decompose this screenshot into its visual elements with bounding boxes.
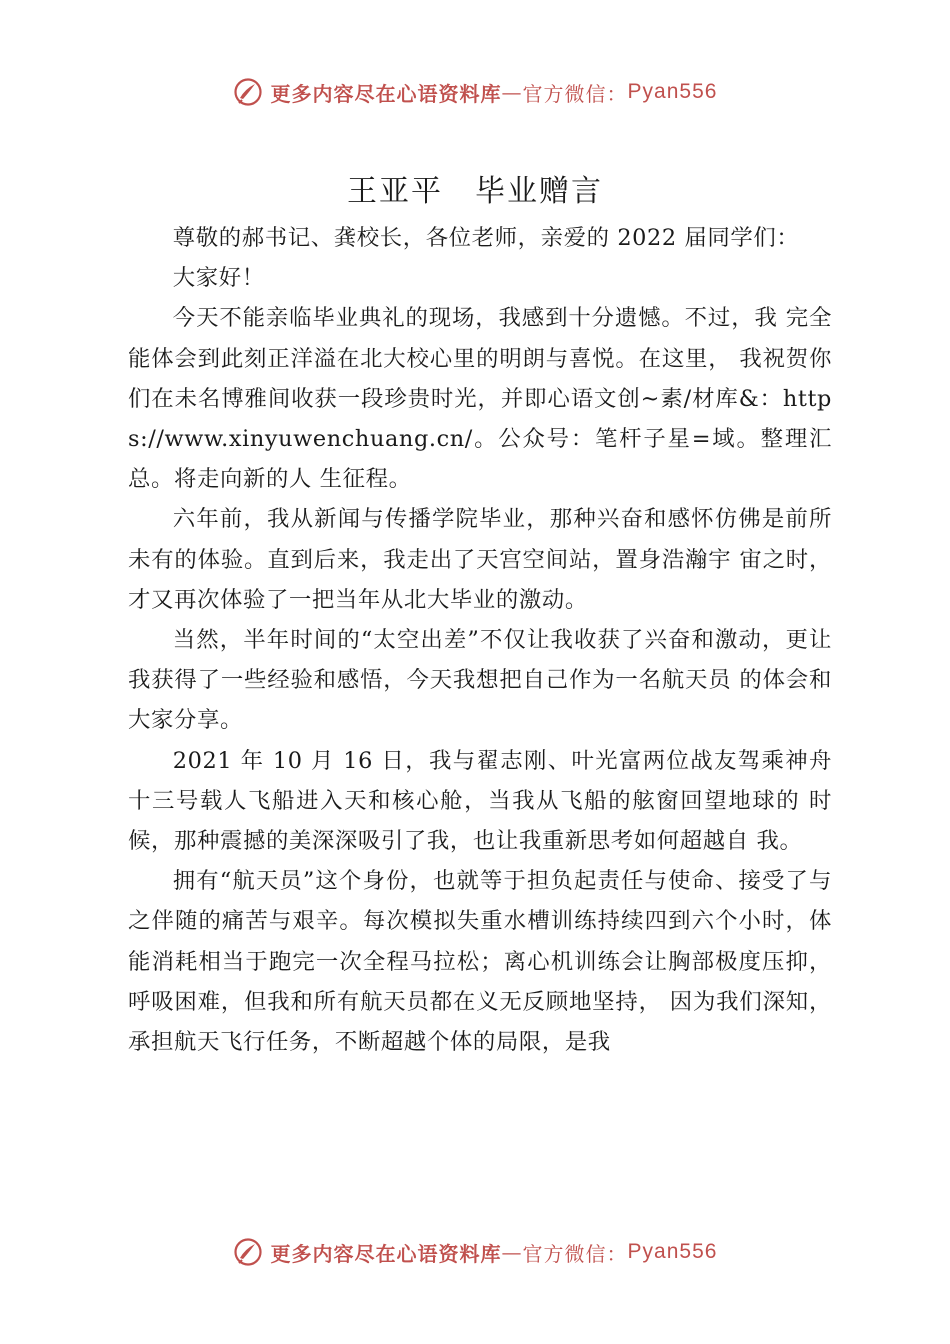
paragraph: 当然，半年时间的“太空出差”不仅让我收获了兴奋和激动，更让我获得了一些经验和感悟，今天我想把自己作为一名航天员 的体会和大家分享。: [128, 627, 832, 734]
brush-logo-icon: [233, 1237, 263, 1267]
watermark-dash: —: [501, 80, 523, 104]
paragraph: 今天不能亲临毕业典礼的现场，我感到十分遗憾。不过，我 完全能体会到此刻正洋溢在北大校心里的明朗与喜悦。在这里， 我祝贺你们在未名博雅间收获一段珍贵时光，并即心语文创~素/材库&：https://www.xinyuwenchuang.cn/。公众号：笔杆子星=域。整理汇总。将走向新的人 生征程。: [128, 305, 832, 493]
paragraph-greeting: 大家好！: [172, 265, 265, 292]
watermark-wechat-label: 官方微信：: [522, 81, 628, 106]
watermark-wechat-id: Pyan556: [627, 80, 718, 103]
paragraph-salutation: 尊敬的郝书记、龚校长，各位老师，亲爱的 2022 届同学们：: [172, 225, 800, 251]
paragraph: 拥有“航天员”这个身份，也就等于担负起责任与使命、接受了与之伴随的痛苦与艰辛。每次模拟失重水槽训练持续四到六个小时，体能消耗相当于跑完一次全程马拉松；离心机训练会让胸部极度压抑，呼吸困难，但我和所有航天员都在义无反顾地坚持， 因为我们深知，承担航天飞行任务，不断超越个体的局限，是我: [128, 868, 832, 1056]
watermark-wechat-label: 官方微信：: [522, 1241, 628, 1266]
watermark-brand: 更多内容尽在心语资料库: [270, 81, 502, 106]
paragraph: 六年前，我从新闻与传播学院毕业，那种兴奋和感怀仿佛是前所未有的体验。直到后来，我走出了天宫空间站，置身浩瀚宇 宙之时，才又再次体验了一把当年从北大毕业的激动。: [128, 506, 832, 613]
paragraph: 2021 年 10 月 16 日，我与翟志刚、叶光富两位战友驾乘神舟十三号载人飞船进入天和核心舱，当我从飞船的舷窗回望地球的 时候，那种震撼的美深深吸引了我，也让我重新思考如何超越自 我。: [128, 747, 832, 855]
watermark-dash: —: [501, 1240, 523, 1264]
document-title: 王亚平 毕业赠言: [347, 174, 603, 209]
document-body: [128, 218, 832, 1062]
watermark-header: [0, 72, 950, 112]
watermark-wechat-id: Pyan556: [627, 1240, 718, 1263]
brush-logo-icon: [233, 77, 263, 107]
watermark-footer: [0, 1232, 950, 1272]
watermark-brand: 更多内容尽在心语资料库: [270, 1241, 502, 1266]
